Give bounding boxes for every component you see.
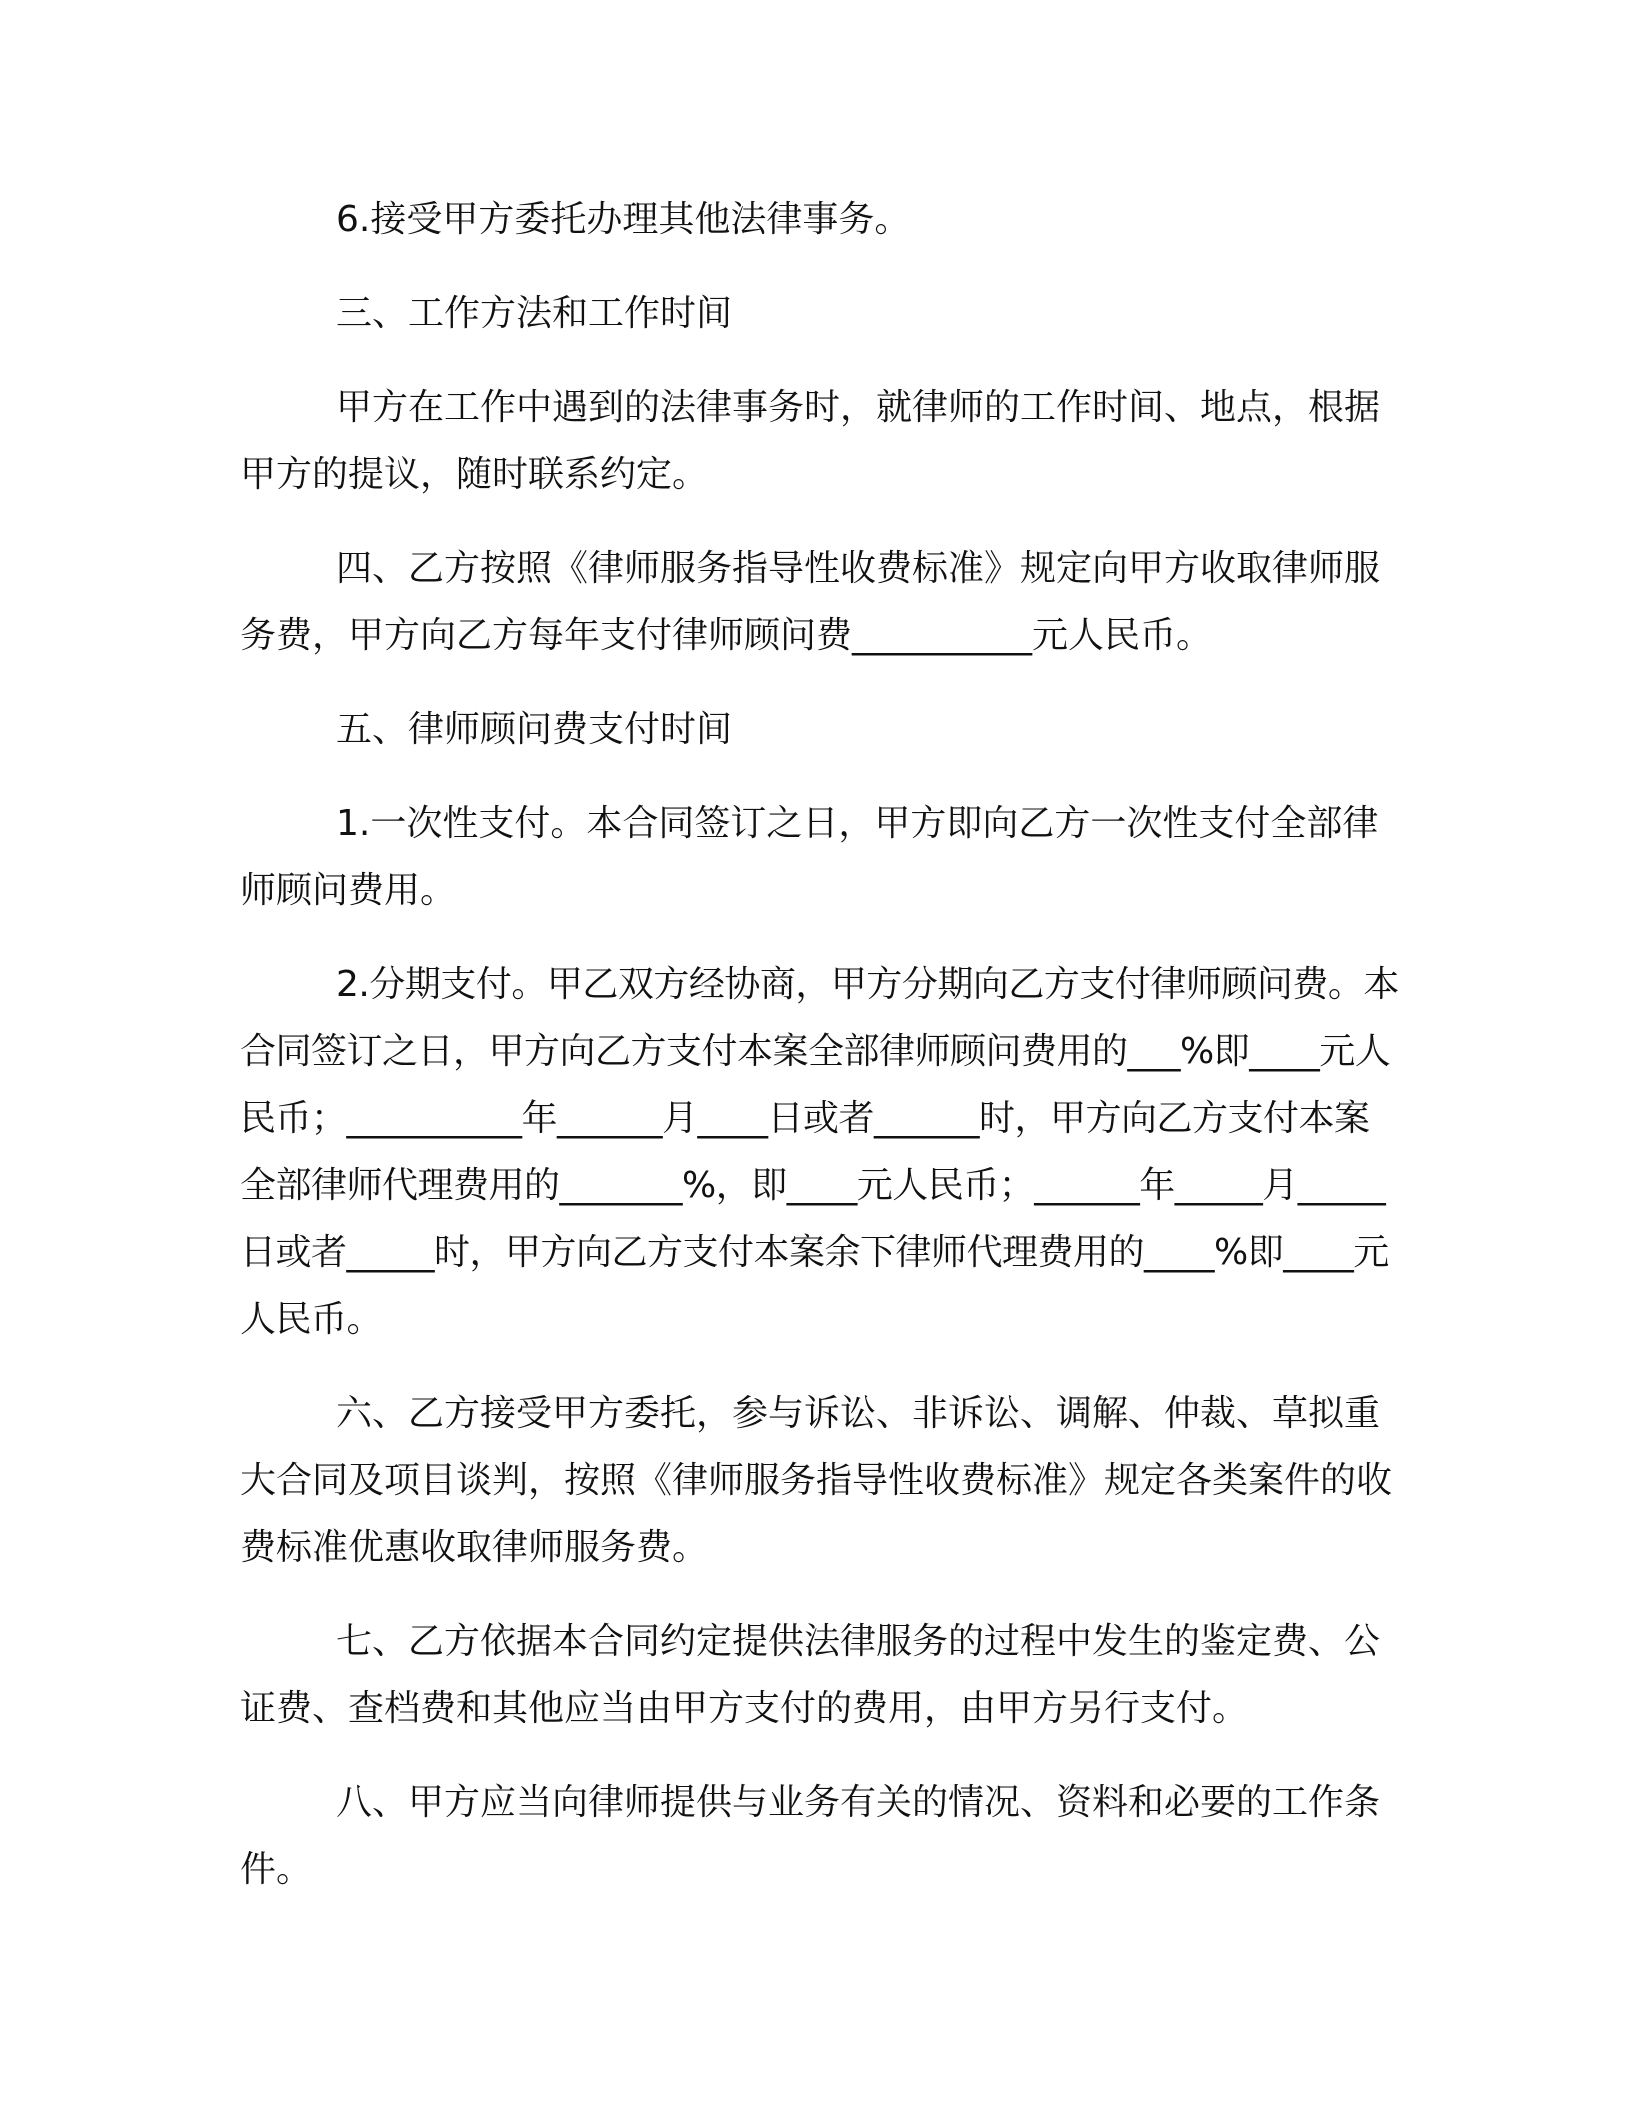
clause-paragraph: 甲方在工作中遇到的法律事务时，就律师的工作时间、地点，根据甲方的提议，随时联系约定。 <box>240 387 1381 495</box>
clause-paragraph: 七、乙方依据本合同约定提供法律服务的过程中发生的鉴定费、公证费、查档费和其他应当由甲方支付的费用，由甲方另行支付。 <box>240 1621 1381 1729</box>
section-heading: 三、工作方法和工作时间 <box>336 293 733 334</box>
clause-paragraph: 2.分期支付。甲乙双方经协商，甲方分期向乙方支付律师顾问费。本合同签订之日，甲方向乙方支付本案全部律师顾问费用的___%即____元人民币；__________年______月____日或者______时，甲方向乙方支付本案全部律师代理费用的_______%，即____元人民币；______年_____月_____日或者_____时，甲方向乙方支付本案余下律师代理费用的____%即____元人民币。 <box>240 964 1399 1340</box>
document-body <box>240 186 1400 1930</box>
clause-paragraph: 六、乙方接受甲方委托，参与诉讼、非诉讼、调解、仲裁、草拟重大合同及项目谈判，按照《律师服务指导性收费标准》规定各类案件的收费标准优惠收取律师服务费。 <box>240 1393 1393 1568</box>
clause-paragraph: 1.一次性支付。本合同签订之日，甲方即向乙方一次性支付全部律师顾问费用。 <box>240 803 1379 911</box>
section-heading: 五、律师顾问费支付时间 <box>336 709 733 750</box>
clause-paragraph: 6.接受甲方委托办理其他法律事务。 <box>336 199 911 240</box>
clause-paragraph: 八、甲方应当向律师提供与业务有关的情况、资料和必要的工作条件。 <box>240 1782 1381 1890</box>
clause-paragraph: 四、乙方按照《律师服务指导性收费标准》规定向甲方收取律师服务费，甲方向乙方每年支付律师顾问费__________元人民币。 <box>240 548 1381 656</box>
